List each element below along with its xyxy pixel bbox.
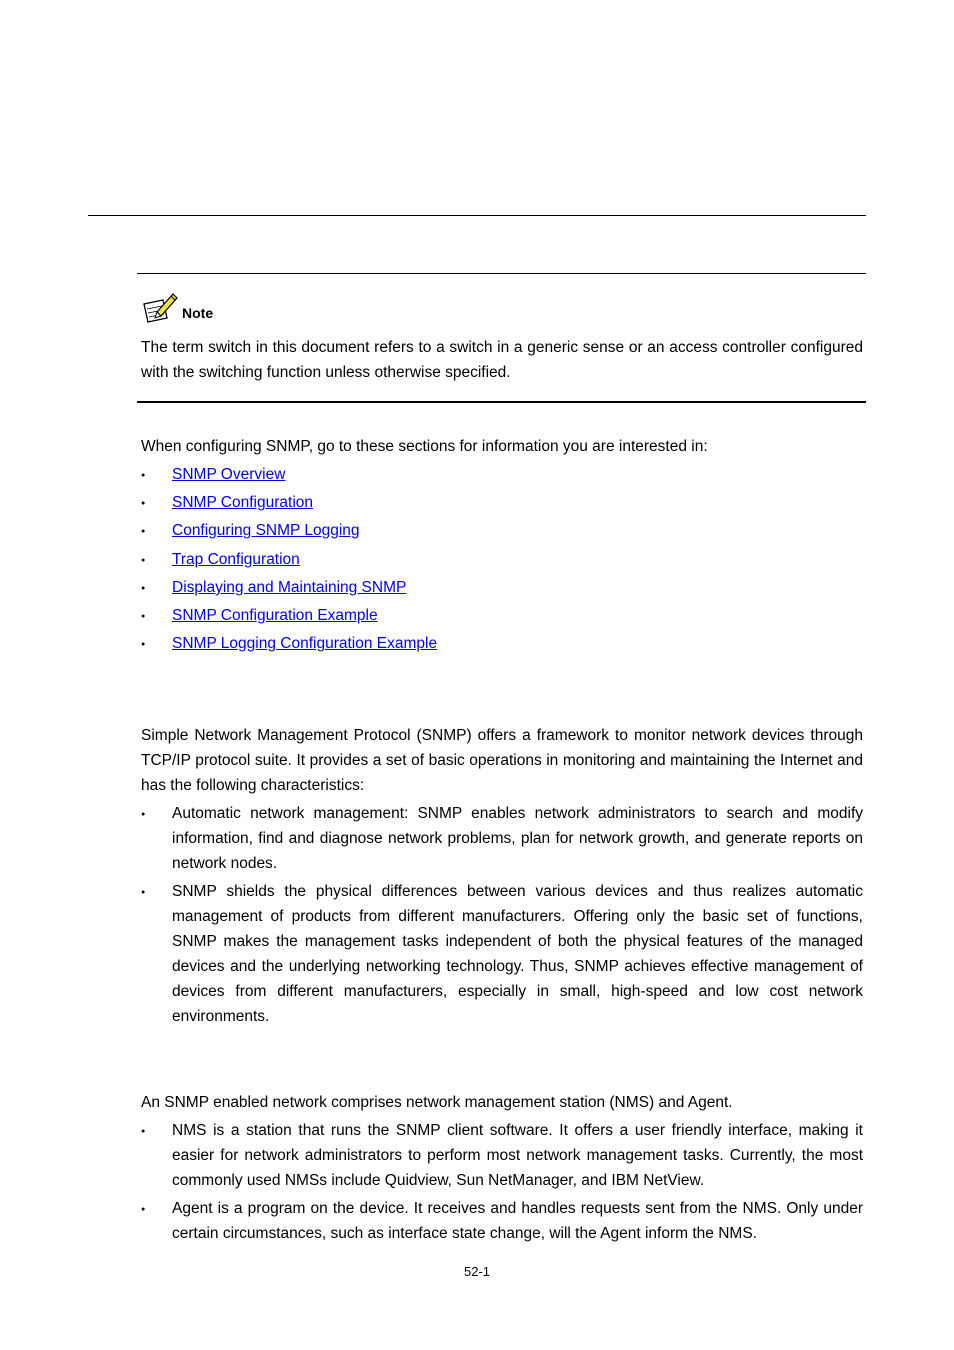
- link-trap-configuration[interactable]: Trap Configuration: [172, 550, 300, 568]
- note-bottom-rule: [137, 401, 866, 403]
- chapter-rule: [88, 215, 866, 216]
- list-item: ● SNMP shields the physical differences between various devices and thus realizes automatic management of products from different manufacturers. Offering only the basic set of functions, SNMP makes the management tasks independent of both the physical features of the managed devices and the underlying networking technology. Thus, SNMP achieves effective management of devices from different manufacturers, especially in small, high-speed and low cost network environments.: [141, 879, 863, 1029]
- overview-paragraph: Simple Network Management Protocol (SNMP) offers a framework to monitor network devices through TCP/IP protocol suite. It provides a set of basic operations in monitoring and maintaining the Internet and has the following characteristics:: [141, 727, 863, 794]
- list-item: [141, 631, 863, 659]
- intro-paragraph: When configuring SNMP, go to these sections for information you are interested in:: [141, 438, 708, 455]
- overview-bullet-list: [141, 801, 863, 1032]
- note-pencil-icon: [141, 290, 179, 324]
- link-configuring-snmp-logging[interactable]: Configuring SNMP Logging: [172, 522, 360, 540]
- list-item: ● NMS is a station that runs the SNMP client software. It offers a user friendly interface, making it easier for network administrators to perform most network management tasks. Currently, the most commonly used NMSs include Quidview, Sun NetManager, and IBM NetView.: [141, 1118, 863, 1193]
- page-number: 52-1: [463, 1264, 491, 1279]
- section-link-list: [141, 462, 863, 659]
- list-item: [141, 603, 863, 631]
- link-displaying-maintaining-snmp[interactable]: Displaying and Maintaining SNMP: [172, 578, 407, 596]
- mechanism-bullet-list: [141, 1118, 863, 1249]
- note-top-rule: [137, 273, 866, 274]
- list-item: [141, 575, 863, 603]
- mechanism-paragraph: An SNMP enabled network comprises network management station (NMS) and Agent.: [141, 1094, 733, 1111]
- link-snmp-configuration-example[interactable]: SNMP Configuration Example: [172, 606, 378, 624]
- list-item: [141, 462, 863, 490]
- note-label: Note: [182, 305, 214, 321]
- list-item: ● Automatic network management: SNMP enables network administrators to search and modify information, find and diagnose network problems, plan for network growth, and generate reports on network nodes.: [141, 801, 863, 876]
- link-snmp-logging-configuration-example[interactable]: SNMP Logging Configuration Example: [172, 635, 438, 653]
- note-text: The term switch in this document refers to a switch in a generic sense or an access controller configured with the switching function unless otherwise specified.: [141, 339, 863, 381]
- list-item: [141, 518, 863, 546]
- list-item: [141, 490, 863, 518]
- list-item: [141, 547, 863, 575]
- list-item: ● Agent is a program on the device. It receives and handles requests sent from the NMS. Only under certain circumstances, such as interface state change, will the Agent inform the NMS.: [141, 1196, 863, 1246]
- link-snmp-overview[interactable]: SNMP Overview: [172, 466, 286, 483]
- link-snmp-configuration[interactable]: SNMP Configuration: [172, 494, 314, 512]
